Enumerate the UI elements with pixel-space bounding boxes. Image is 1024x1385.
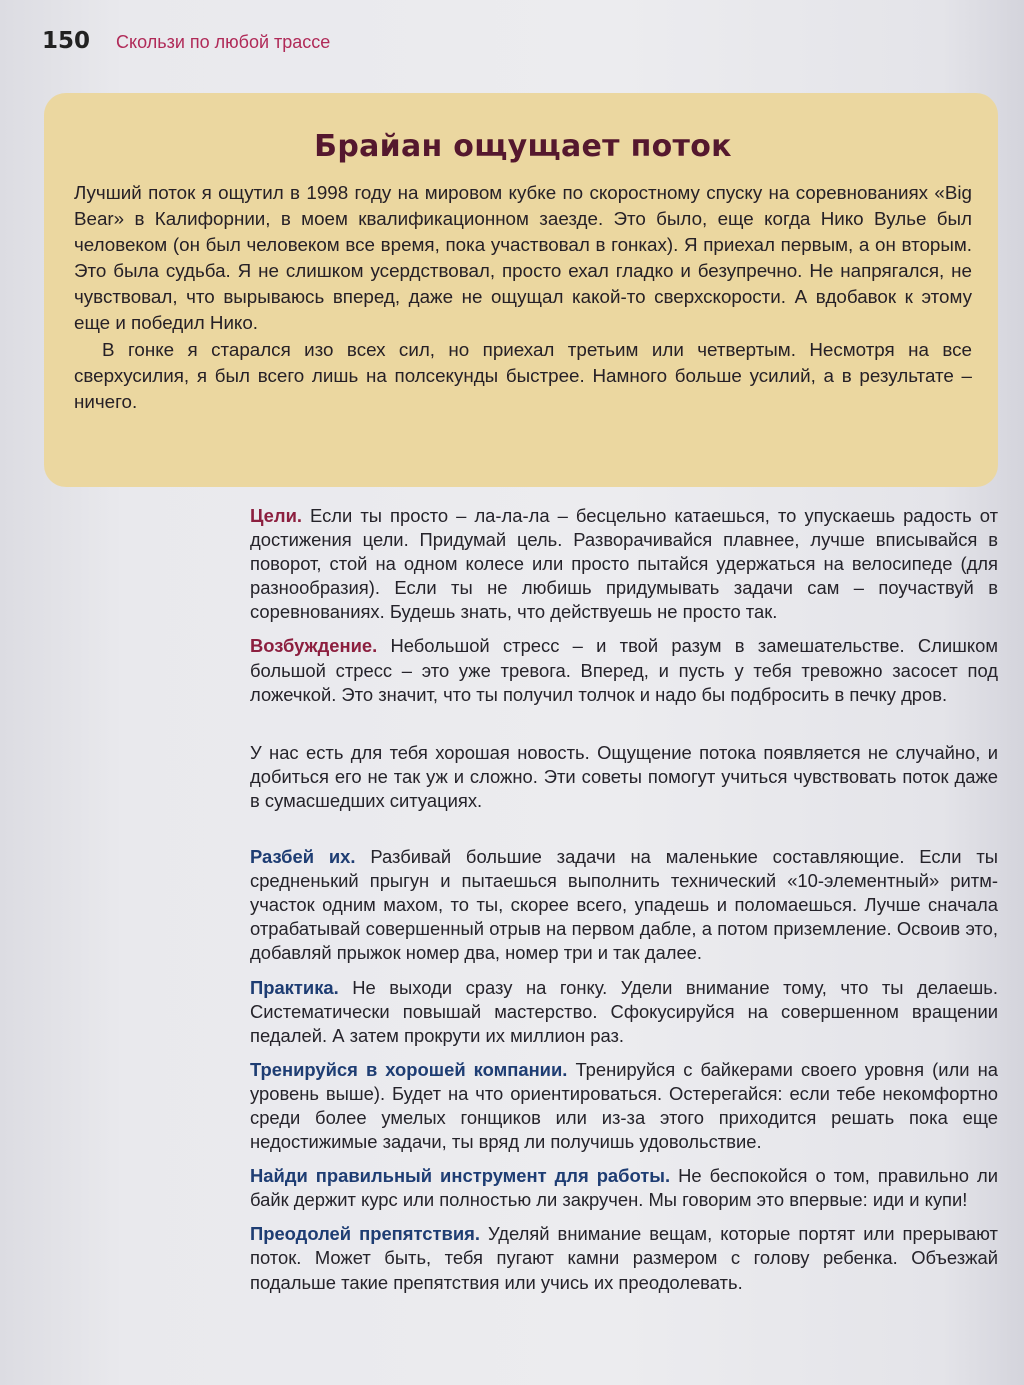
text-goals: Если ты просто – ла-ла-ла – бесцельно катаешься, то упускаешь радость от достижения цели. Придумай цель. Разворачивайся плавнее, лучше вписывайся в поворот, стой на одном колесе или просто пытайся удержаться на велосипеде (для разнообразия). Если ты не любишь придумывать задачи сам – поучаствуй в соревнованиях. Будешь знать, что действуешь не просто так. — [250, 505, 998, 623]
paragraph-arousal — [250, 634, 998, 706]
paragraph-intro: У нас есть для тебя хорошая новость. Ощущение потока появляется не случайно, и добиться его не так уж и сложно. Эти советы помогут учиться чувствовать поток даже в сумасшедших ситуациях. — [250, 741, 998, 811]
running-title: Скользи по любой трассе — [116, 32, 331, 52]
paragraph-goals — [250, 504, 998, 624]
tip-lead: Найди правильный инструмент для работы. — [250, 1165, 671, 1187]
tip-text: Не выходи сразу на гонку. Удели внимание тому, что ты делаешь. Систематически повышай мастерство. Сфокусируйся на совершенном вращении педалей. А затем прокрути их миллион раз. — [250, 976, 998, 1046]
paragraph-tip — [250, 1222, 998, 1294]
tip-text: Разбивай большие задачи на маленькие составляющие. Если ты средненький прыгун и пытаешься выполнить технический «10-элементный» ритм-участок одним махом, то ты, скорее всего, упадешь и поломаешься. Лучше сначала отрабатывай совершенный отрыв на первом дабле, а потом приземление. Освоив это, добавляй прыжок номер два, номер три и так далее. — [250, 846, 998, 964]
lead-goals: Цели. — [250, 505, 302, 526]
paragraph-tip — [250, 976, 998, 1048]
page-header — [42, 28, 330, 58]
paragraph-tip — [250, 845, 998, 965]
lead-arousal: Возбуждение. — [250, 635, 378, 657]
main-text — [250, 504, 998, 1295]
tip-text: Тренируйся с байкерами своего уровня (или на уровень выше). Будет на что ориентироваться. Остерегайся: если тебе некомфортно среди более умелых гонщиков или из-за этого приходится решать пока еще недостижимые задачи, ты вряд ли получишь удовольствие. — [250, 1058, 998, 1153]
paragraph-tip — [250, 1058, 998, 1154]
sidebar-box — [44, 93, 998, 487]
sidebar-title: Брайан ощущает поток — [314, 129, 732, 164]
tip-text: Не беспокойся о том, правильно ли байк держит курс или полностью ли закручен. Мы говорим это впервые: иди и купи! — [250, 1165, 998, 1211]
tip-lead: Разбей их. — [250, 846, 356, 868]
paragraph-tip — [250, 1164, 998, 1212]
text-arousal: Небольшой стресс – и твой разум в замешательстве. Слишком большой стресс – это уже тревога. Вперед, и пусть у тебя тревожно засосет под ложечкой. Это значит, что ты получил толчок и надо бы подбросить в печку дров. — [250, 635, 998, 705]
tip-lead: Преодолей препятствия. — [250, 1223, 480, 1245]
page-number: 150 — [42, 28, 91, 54]
tip-lead: Практика. — [250, 976, 339, 998]
sidebar-paragraph: В гонке я старался изо всех сил, но приехал третьим или четвертым. Несмотря на все сверхусилия, я был всего лишь на полсекунды быстрее. Намного больше усилий, а в результате – ничего. — [74, 338, 972, 412]
tip-lead: Тренируйся в хорошей компании. — [250, 1058, 568, 1080]
sidebar-paragraph: Лучший поток я ощутил в 1998 году на мировом кубке по скоростному спуску на соревнованиях «Big Bear» в Калифорнии, в моем квалификационном заезде. Это было, еще когда Нико Вулье был человеком (он был человеком все время, пока участвовал в гонках). Я приехал первым, а он вторым. Это была судьба. Я не слишком усердствовал, просто ехал гладко и безупречно. Не напрягался, не чувствовал, что вырываюсь вперед, даже не ощущал какой-то сверхскорости. А вдобавок к этому еще и победил Нико. — [74, 182, 972, 334]
tip-text: Уделяй внимание вещам, которые портят или прерывают поток. Может быть, тебя пугают камни размером с голову ребенка. Объезжай подальше такие препятствия или учись их преодолевать. — [250, 1223, 998, 1293]
